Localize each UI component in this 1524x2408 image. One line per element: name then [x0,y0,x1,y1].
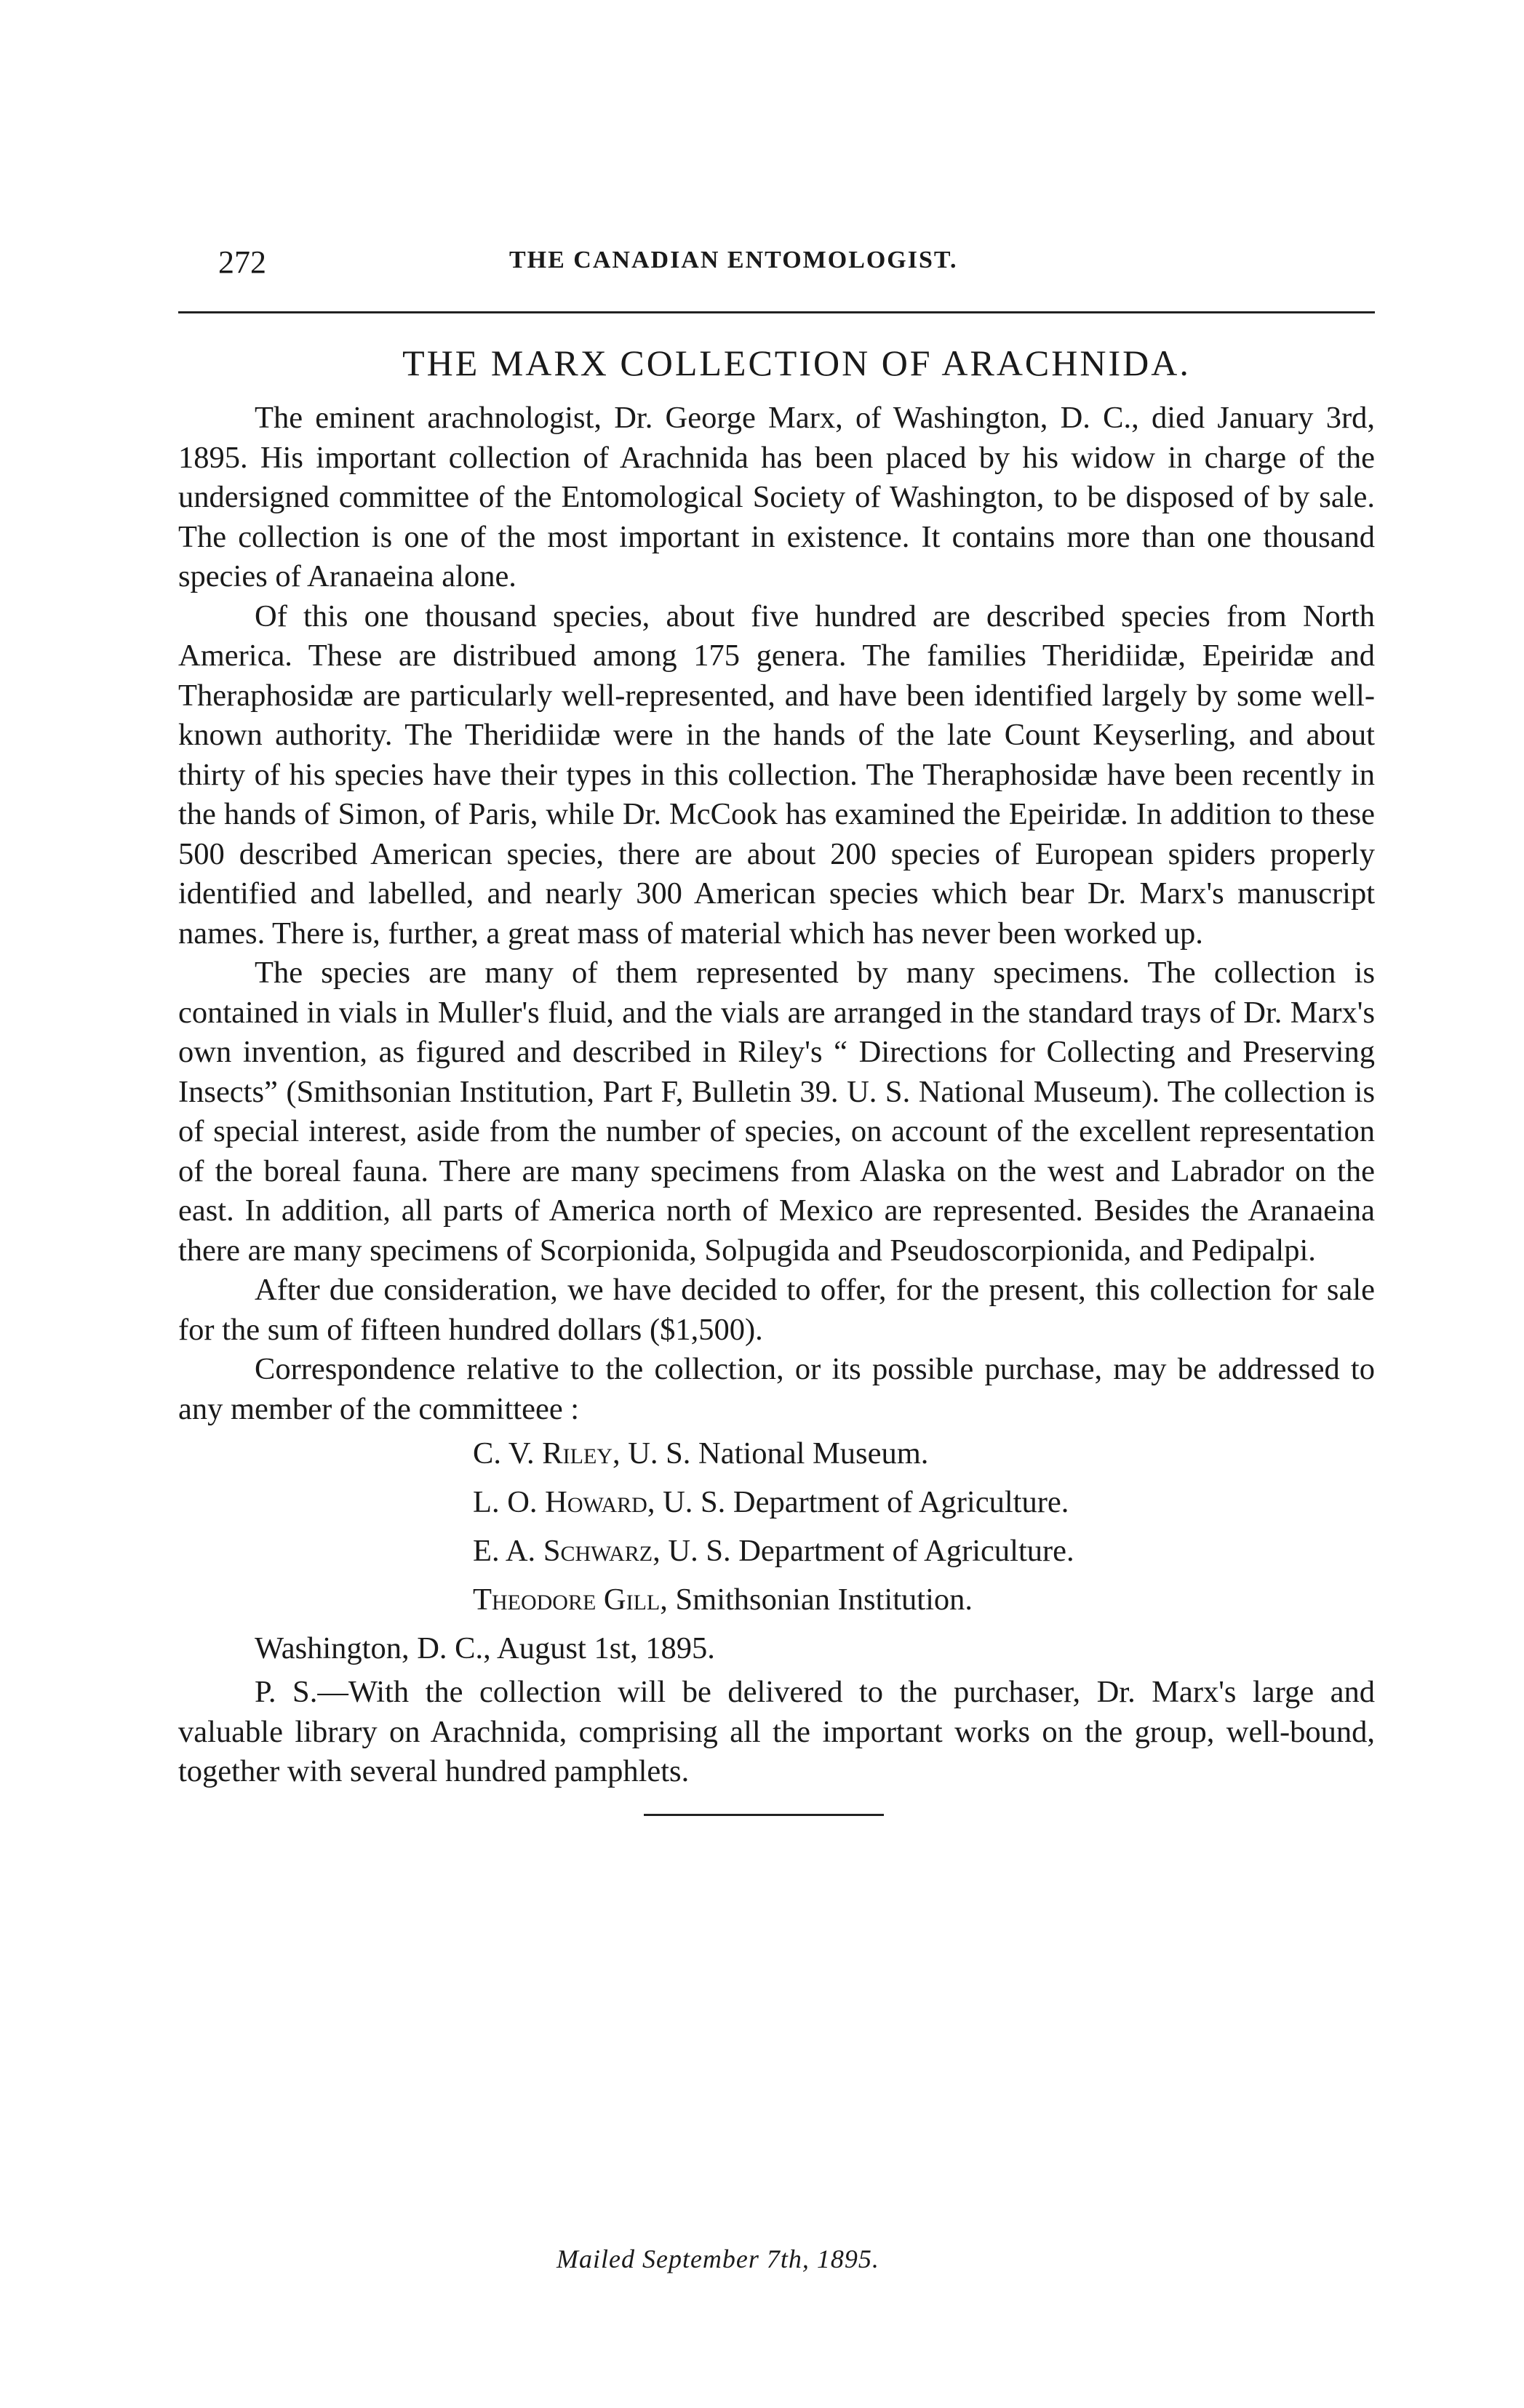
paragraph: Correspondence relative to the collection, or its possible purchase, may be addressed to any member of the committeee : [178,1352,1375,1426]
article-body [178,399,1375,1816]
member-initials: E. A. [473,1534,536,1568]
member-affiliation: , U. S. Department of Agriculture. [647,1485,1069,1519]
paragraph: The species are many of them represented by many specimens. The collection is contained in vials in Muller's fluid, and the vials are arranged in the standard trays of Dr. Marx's own invention, as figured and described in Riley's “ Directions for Collecting and Preserving Insects” (Smithsonian Institution, Part F, Bulletin 39. U. S. National Museum). The collection is of special interest, aside from the number of species, on account of the excellent representation of the boreal fauna. There are many specimens from Alaska on the west and Labrador on the east. In addition, all parts of America north of Mexico are represented. Besides the Aranaeina there are many specimens of Scorpionida, Solpugida and Pseudoscorpionida, and Pedipalpi. [178,956,1375,1268]
member-surname: Howard [545,1485,647,1519]
committee-member [178,1575,1375,1624]
paragraph: After due consideration, we have decided to offer, for the present, this collection for sale for the sum of fifteen hundred dollars ($1,500). [178,1273,1375,1347]
date-line: Washington, D. C., August 1st, 1895. [255,1631,715,1665]
paragraph: Of this one thousand species, about five hundred are described species from North America. These are distribued among 175 genera. The families Theridiidæ, Epeiridæ and Theraphosidæ are particularly well-represented, and have been identified largely by some well-known authority. The Theridiidæ were in the hands of the late Count Keyserling, and about thirty of his species have their types in this collection. The Theraphosidæ have been recently in the hands of Simon, of Paris, while Dr. McCook has examined the Epeiridæ. In addition to these 500 described American species, there are about 200 species of European spiders properly identified and labelled, and nearly 300 American species which bear Dr. Marx's manuscript names. There is, further, a great mass of material which has never been worked up. [178,599,1375,951]
page-header [218,244,1375,287]
committee-list [178,1429,1375,1624]
member-affiliation: , Smithsonian Institution. [660,1583,973,1617]
member-affiliation: , U. S. National Museum. [612,1436,929,1471]
member-surname: Riley [542,1436,613,1471]
committee-member [178,1478,1375,1527]
closing-rule [644,1814,884,1816]
committee-member [178,1527,1375,1575]
running-head: THE CANADIAN ENTOMOLOGIST. [509,247,958,273]
article-title: THE MARX COLLECTION OF ARACHNIDA. [402,343,1191,383]
paragraph: The eminent arachnologist, Dr. George Marx, of Washington, D. C., died January 3rd, 1895. His important collection of Arachnida has been placed by his widow in charge of the undersigned committee of the Entomological Society of Washington, to be disposed of by sale. The collection is one of the most important in existence. It contains more than one thousand species of Aranaeina alone. [178,401,1375,593]
member-surname: Schwarz [543,1534,653,1568]
member-surname: Theodore Gill [473,1583,661,1617]
member-affiliation: , U. S. Department of Agriculture. [653,1534,1074,1568]
header-rule [178,311,1375,313]
committee-member [178,1429,1375,1478]
page-number: 272 [218,244,266,280]
postscript: P. S.—With the collection will be delivered to the purchaser, Dr. Marx's large and valuable library on Arachnida, comprising all the important works on the group, well-bound, together with several hundred pamphlets. [178,1675,1375,1788]
mailed-date: Mailed September 7th, 1895. [556,2244,879,2273]
member-initials: L. O. [473,1485,538,1519]
member-initials: C. V. [473,1436,535,1471]
